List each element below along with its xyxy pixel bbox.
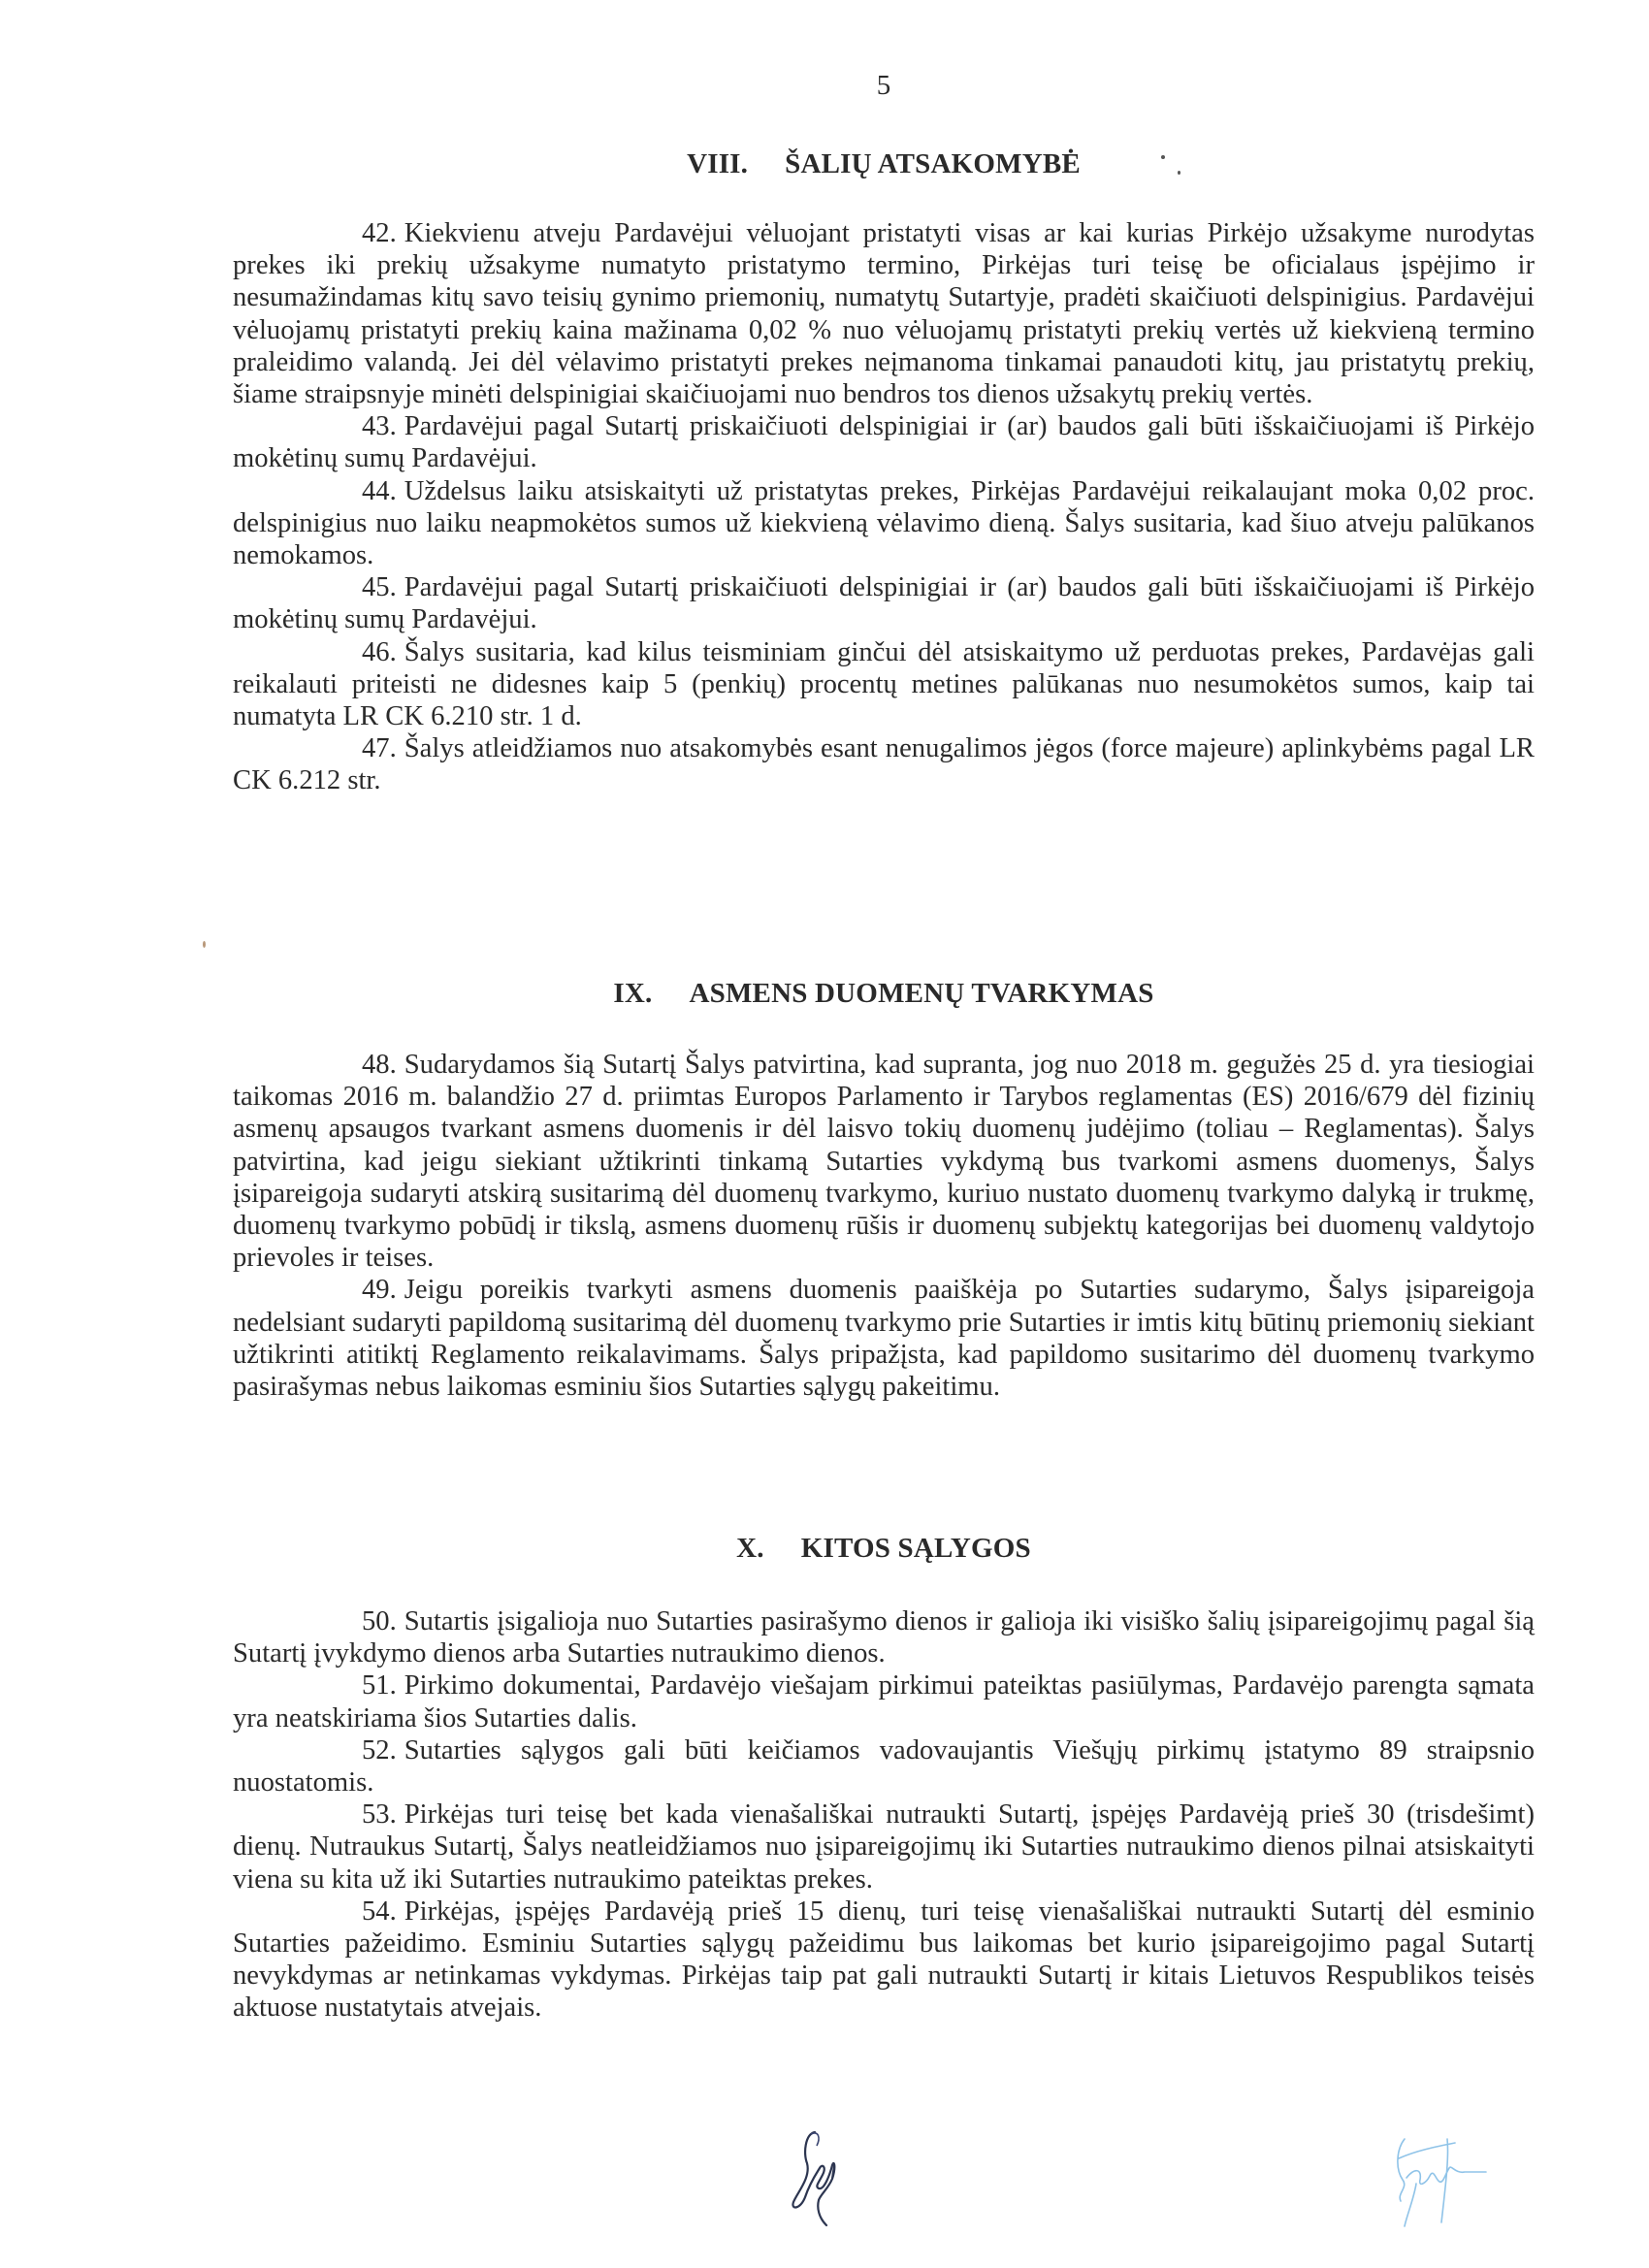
scan-speck <box>203 941 206 948</box>
section-heading-ix <box>233 978 1535 1010</box>
clause-53: 53. Pirkėjas turi teisę bet kada vienašališkai nutraukti Sutartį, įspėjęs Pardavėją prieš 30 (trisdešimt) dienų. Nutraukus Sutartį, Šalys neatleidžiamos nuo įsipareigojimų iki Sutarties nutraukimo dienos pilnai atsiskaityti viena su kita už iki Sutarties nutraukimo pateiktas prekes. <box>233 1799 1535 1895</box>
section-heading-x <box>233 1533 1535 1565</box>
section-viii-body <box>233 217 1535 797</box>
section-x-body <box>233 1605 1535 2025</box>
section-title: ASMENS DUOMENŲ TVARKYMAS <box>689 978 1154 1009</box>
clause-43: 43. Pardavėjui pagal Sutartį priskaičiuoti delspinigiai ir (ar) baudos gali būti išskaičiuojami iš Pirkėjo mokėtinų sumų Pardavėjui. <box>233 411 1535 474</box>
clause-44: 44. Uždelsus laiku atsiskaityti už pristatytas prekes, Pirkėjas Pardavėjui reikalaujant moka 0,02 proc. delspinigius nuo laiku neapmokėtos sumos už kiekvieną vėlavimo dieną. Šalys susitaria, kad šiuo atveju palūkanos nemokamos. <box>233 475 1535 571</box>
clause-49: 49. Jeigu poreikis tvarkyti asmens duomenis paaiškėja po Sutarties sudarymo, Šalys įsipareigoja nedelsiant sudaryti papildomą susitarimą dėl duomenų tvarkymo prie Sutarties ir imtis kitų būtinų priemonių siekiant užtikrinti atitiktį Reglamento reikalavimams. Šalys pripažįsta, kad papildomo susitarimo dėl duomenų tvarkymo pasirašymas nebus laikomas esminiu šios Sutarties sąlygų pakeitimu. <box>233 1275 1535 1403</box>
clause-50: 50. Sutartis įsigalioja nuo Sutarties pasirašymo dienos ir galioja iki visiško šalių įsipareigojimų pagal šią Sutartį įvykdymo dienos arba Sutarties nutraukimo dienos. <box>233 1606 1535 1669</box>
section-heading-viii <box>233 148 1535 180</box>
section-number: X. <box>736 1533 764 1564</box>
section-ix-body <box>233 1049 1535 1403</box>
clause-51: 51. Pirkimo dokumentai, Pardavėjo viešajam pirkimui pateiktas pasiūlymas, Pardavėjo parengta sąmata yra neatskiriama šios Sutarties dalis. <box>233 1670 1535 1733</box>
scan-speck <box>1178 171 1180 175</box>
signature-left-icon <box>776 2124 854 2231</box>
clause-46: 46. Šalys susitaria, kad kilus teisminiam ginčui dėl atsiskaitymo už perduotas prekes, Pardavėjas gali reikalauti priteisti ne didesnes kaip 5 (penkių) procentų metines palūkanas nuo nesumokėtos sumos, kaip tai numatyta LR CK 6.210 str. 1 d. <box>233 636 1535 732</box>
clause-47: 47. Šalys atleidžiamos nuo atsakomybės esant nenugalimos jėgos (force majeure) aplinkybėms pagal LR CK 6.212 str. <box>233 733 1535 796</box>
section-title: ŠALIŲ ATSAKOMYBĖ <box>785 148 1081 179</box>
scan-speck <box>1161 155 1165 159</box>
clause-54: 54. Pirkėjas, įspėjęs Pardavėją prieš 15 dienų, turi teisę vienašališkai nutraukti Sutartį dėl esminio Sutarties pažeidimo. Esminiu Sutarties sąlygų pažeidimu bus laikomas bet kurio įsipareigojimo pagal Sutartį nevykdymas ar netinkamas vykdymas. Pirkėjas taip pat gali nutraukti Sutartį ir kitais Lietuvos Respublikos teisės aktuose nustatytais atvejais. <box>233 1895 1535 2024</box>
section-title: KITOS SĄLYGOS <box>800 1533 1031 1564</box>
clause-45: 45. Pardavėjui pagal Sutartį priskaičiuoti delspinigiai ir (ar) baudos gali būti išskaičiuojami iš Pirkėjo mokėtinų sumų Pardavėjui. <box>233 572 1535 635</box>
signature-right-icon <box>1377 2129 1494 2236</box>
page-number: 5 <box>876 70 891 101</box>
clause-52: 52. Sutarties sąlygos gali būti keičiamos vadovaujantis Viešųjų pirkimų įstatymo 89 straipsnio nuostatomis. <box>233 1734 1535 1798</box>
clause-48: 48. Sudarydamos šią Sutartį Šalys patvirtina, kad supranta, jog nuo 2018 m. gegužės 25 d. yra tiesiogiai taikomas 2016 m. balandžio 27 d. priimtas Europos Parlamento ir Tarybos reglamentas (ES) 2016/679 dėl fizinių asmenų apsaugos tvarkant asmens duomenis ir dėl laisvo tokių duomenų judėjimo (toliau – Reglamentas). Šalys patvirtina, kad jeigu siekiant užtikrinti tinkamą Sutarties vykdymą bus tvarkomi asmens duomenys, Šalys įsipareigoja sudaryti atskirą susitarimą dėl duomenų tvarkymo, kuriuo nustato duomenų tvarkymo dalyką ir trukmę, duomenų tvarkymo pobūdį ir tikslą, asmens duomenų rūšis ir duomenų subjektų kategorijas bei duomenų valdytojo prievoles ir teises. <box>233 1050 1535 1274</box>
section-number: IX. <box>613 978 653 1009</box>
section-number: VIII. <box>687 148 749 179</box>
clause-42: 42. Kiekvienu atveju Pardavėjui vėluojant pristatyti visas ar kai kurias Pirkėjo užsakyme nurodytas prekes iki prekių užsakyme numatyto pristatymo termino, Pirkėjas turi teisę be oficialaus įspėjimo ir nesumažindamas kitų savo teisių gynimo priemonių, numatytų Sutartyje, pradėti skaičiuoti delspinigius. Pardavėjui vėluojamų pristatyti prekių kaina mažinama 0,02 % nuo vėluojamų pristatyti prekių vertės už kiekvieną termino praleidimo valandą. Jei dėl vėlavimo pristatyti prekes neįmanoma tinkamai panaudoti kitų, jau pristatytų prekių, šiame straipsnyje minėti delspinigiai skaičiuojami nuo bendros tos dienos užsakytų prekių vertės. <box>233 218 1535 410</box>
